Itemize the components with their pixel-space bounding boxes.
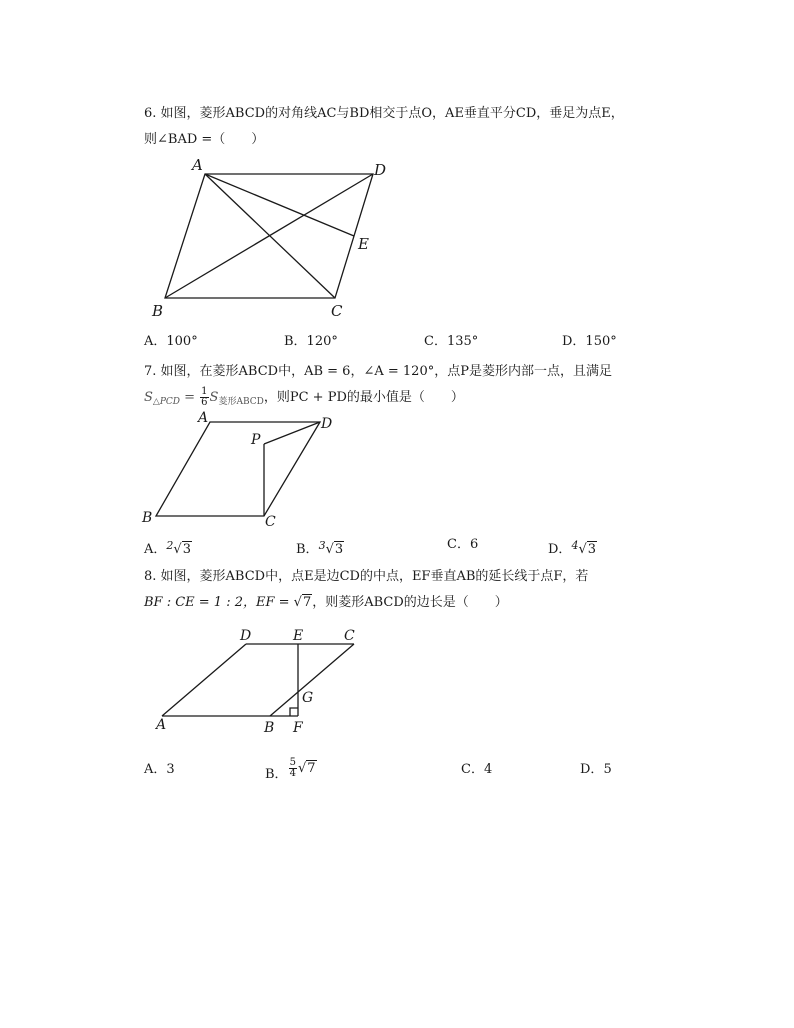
q8-label-d: D bbox=[240, 628, 252, 644]
q8-right-angle-mark bbox=[290, 708, 298, 716]
q7-area-sub-pcd: △PCD bbox=[152, 397, 180, 407]
q8-option-d-label: D． bbox=[580, 762, 604, 777]
q7-label-c: C bbox=[265, 514, 276, 530]
q7-option-d-coef: 4 bbox=[571, 539, 579, 552]
q8-label-g: G bbox=[302, 690, 314, 706]
q8-ef-sqrt: √7 bbox=[293, 595, 312, 610]
q6-option-a[interactable]: A．100° bbox=[144, 334, 198, 349]
q7-fraction bbox=[200, 387, 208, 408]
q8-option-b-den: 4 bbox=[289, 768, 296, 779]
q7-label-p: P bbox=[251, 432, 261, 448]
q7-figure bbox=[138, 408, 348, 532]
q6-label-b: B bbox=[152, 302, 164, 320]
q7-option-d[interactable] bbox=[548, 538, 597, 558]
q8-option-a[interactable] bbox=[144, 762, 175, 778]
q6-label-a: A bbox=[192, 156, 203, 174]
q6-figure bbox=[140, 150, 400, 325]
q7-stem-line1: 7. 如图，在菱形ABCD中，AB = 6，∠A = 120°，点P是菱形内部一点，且满足 bbox=[144, 364, 612, 379]
q7-area-sub-rhombus: 菱形ABCD bbox=[218, 397, 264, 407]
q7-option-b-coef: 3 bbox=[318, 539, 326, 552]
q6-label-d: D bbox=[374, 161, 387, 179]
q7-segment-pd bbox=[264, 422, 320, 444]
q7-option-b-label: B． bbox=[296, 542, 319, 557]
q8-option-b-radicand: 7 bbox=[307, 761, 316, 776]
q7-area-symbol: S bbox=[144, 390, 153, 405]
q8-label-a: A bbox=[156, 717, 167, 733]
q8-label-c: C bbox=[344, 628, 355, 644]
q7-option-a-radicand: 3 bbox=[182, 542, 191, 557]
q8-label-b: B bbox=[264, 720, 275, 736]
q8-stem-line2 bbox=[144, 595, 508, 611]
q7-option-d-radicand: 3 bbox=[587, 542, 597, 557]
q6-label-e: E bbox=[358, 235, 369, 253]
q7-area-symbol-2: S bbox=[209, 390, 219, 405]
q8-label-e: E bbox=[293, 628, 304, 644]
q6-label-c: C bbox=[331, 302, 343, 320]
q6-diagonal-bd bbox=[165, 174, 373, 298]
q6-option-b[interactable]: B．120° bbox=[284, 334, 338, 349]
q8-label-f: F bbox=[293, 720, 303, 736]
q7-option-d-sqrt: √3 bbox=[578, 542, 597, 557]
q7-label-a: A bbox=[198, 410, 209, 426]
q7-label-d: D bbox=[321, 416, 333, 432]
q6-stem-line2: 则∠BAD =（ ） bbox=[144, 132, 265, 147]
q7-rhombus bbox=[156, 422, 320, 516]
q7-option-c-value: 6 bbox=[469, 537, 479, 552]
q6-segment-ae bbox=[205, 174, 354, 236]
q7-label-b: B bbox=[142, 510, 153, 526]
q8-option-a-value: 3 bbox=[166, 762, 175, 777]
q8-stem-rest: ，则菱形ABCD的边长是（ ） bbox=[312, 595, 508, 610]
q8-option-d-value: 5 bbox=[603, 762, 612, 777]
q7-equals: = bbox=[180, 390, 200, 405]
q7-stem-rest: ，则PC + PD的最小值是（ ） bbox=[263, 390, 464, 405]
q7-option-a-coef: 2 bbox=[166, 539, 174, 552]
q8-figure bbox=[150, 622, 370, 742]
q7-option-a-label: A． bbox=[144, 542, 167, 557]
q8-ratio: BF : CE = 1 : 2， bbox=[144, 595, 256, 610]
q7-option-c[interactable] bbox=[447, 537, 478, 553]
q8-option-c-value: 4 bbox=[483, 762, 493, 777]
q8-option-b-sqrt: √7 bbox=[297, 761, 316, 776]
q8-option-a-label: A． bbox=[144, 762, 167, 777]
q8-option-d[interactable] bbox=[580, 762, 612, 778]
q7-option-b[interactable] bbox=[296, 538, 344, 558]
q7-option-c-label: C． bbox=[447, 537, 470, 552]
q6-option-c[interactable]: C．135° bbox=[424, 334, 479, 349]
q8-ef-label: EF = bbox=[256, 595, 294, 610]
q8-stem-line1: 8. 如图，菱形ABCD中，点E是边CD的中点，EF垂直AB的延长线于点F，若 bbox=[144, 569, 589, 584]
q8-option-b[interactable] bbox=[265, 756, 317, 788]
q7-fraction-den: 6 bbox=[201, 397, 208, 408]
q6-option-d[interactable]: D．150° bbox=[562, 334, 617, 349]
q7-fraction-num: 1 bbox=[201, 386, 208, 397]
q8-option-b-label: B． bbox=[265, 767, 288, 782]
q7-option-a[interactable] bbox=[144, 538, 192, 558]
q8-option-c[interactable] bbox=[461, 762, 492, 778]
q7-option-b-radicand: 3 bbox=[334, 542, 344, 557]
q8-option-b-num: 5 bbox=[289, 757, 296, 768]
q7-option-b-sqrt: √3 bbox=[325, 542, 344, 557]
q6-stem-line1: 6. 如图，菱形ABCD的对角线AC与BD相交于点O，AE垂直平分CD，垂足为点E， bbox=[144, 106, 624, 121]
q7-option-a-sqrt: √3 bbox=[173, 542, 191, 557]
q8-side-ad bbox=[162, 644, 246, 716]
q8-ef-radicand: 7 bbox=[302, 595, 312, 610]
q8-option-b-fraction bbox=[289, 758, 297, 779]
q7-option-d-label: D． bbox=[548, 542, 572, 557]
q8-option-c-label: C． bbox=[461, 762, 484, 777]
